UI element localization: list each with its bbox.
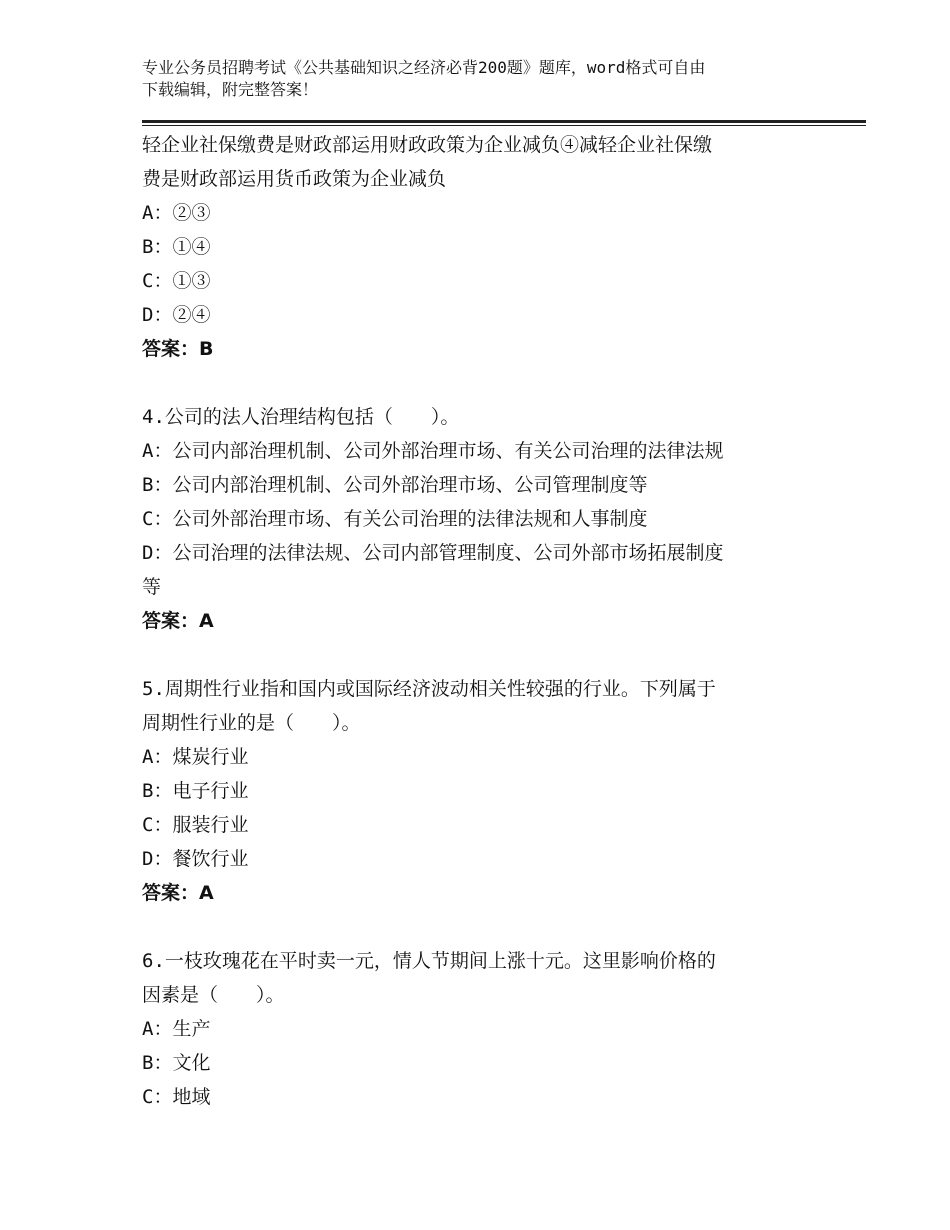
question-stem: 轻企业社保缴费是财政部运用财政政策为企业减负④减轻企业社保缴 xyxy=(142,134,713,156)
option-c: C：服装行业 xyxy=(142,814,249,836)
option-a: A：生产 xyxy=(142,1018,211,1040)
question-4 xyxy=(142,400,812,638)
option-b: B：文化 xyxy=(142,1052,211,1074)
answer-label: 答案：A xyxy=(142,610,214,632)
question-3 xyxy=(142,128,812,366)
option-a: A：②③ xyxy=(142,202,211,224)
header-divider xyxy=(142,120,866,126)
question-stem: 6.一枝玫瑰花在平时卖一元，情人节期间上涨十元。这里影响价格的 xyxy=(142,950,716,972)
question-stem: 周期性行业的是（ ）。 xyxy=(142,712,361,734)
option-a: A：公司内部治理机制、公司外部治理市场、有关公司治理的法律法规 xyxy=(142,440,724,462)
question-5 xyxy=(142,672,812,910)
option-d: D：公司治理的法律法规、公司内部管理制度、公司外部市场拓展制度 xyxy=(142,542,724,564)
option-b: B：①④ xyxy=(142,236,211,258)
option-b: B：公司内部治理机制、公司外部治理市场、公司管理制度等 xyxy=(142,474,648,496)
option-d: D：餐饮行业 xyxy=(142,848,249,870)
answer-label: 答案：B xyxy=(142,338,214,360)
answer-label: 答案：A xyxy=(142,882,214,904)
option-d-continued: 等 xyxy=(142,576,162,598)
option-a: A：煤炭行业 xyxy=(142,746,249,768)
question-stem: 5.周期性行业指和国内或国际经济波动相关性较强的行业。下列属于 xyxy=(142,678,716,700)
option-c: C：①③ xyxy=(142,270,211,292)
header-line-1: 专业公务员招聘考试《公共基础知识之经济必背200题》题库，word格式可自由 xyxy=(142,58,706,77)
question-stem: 因素是（ ）。 xyxy=(142,984,285,1006)
option-b: B：电子行业 xyxy=(142,780,249,802)
question-content xyxy=(142,128,812,1114)
page-header xyxy=(142,57,802,101)
option-c: C：地域 xyxy=(142,1086,211,1108)
header-line-2: 下载编辑，附完整答案！ xyxy=(142,80,319,99)
question-6 xyxy=(142,944,812,1114)
question-stem: 费是财政部运用货币政策为企业减负 xyxy=(142,168,447,190)
option-c: C：公司外部治理市场、有关公司治理的法律法规和人事制度 xyxy=(142,508,648,530)
option-d: D：②④ xyxy=(142,304,211,326)
question-stem: 4.公司的法人治理结构包括（ ）。 xyxy=(142,406,460,428)
